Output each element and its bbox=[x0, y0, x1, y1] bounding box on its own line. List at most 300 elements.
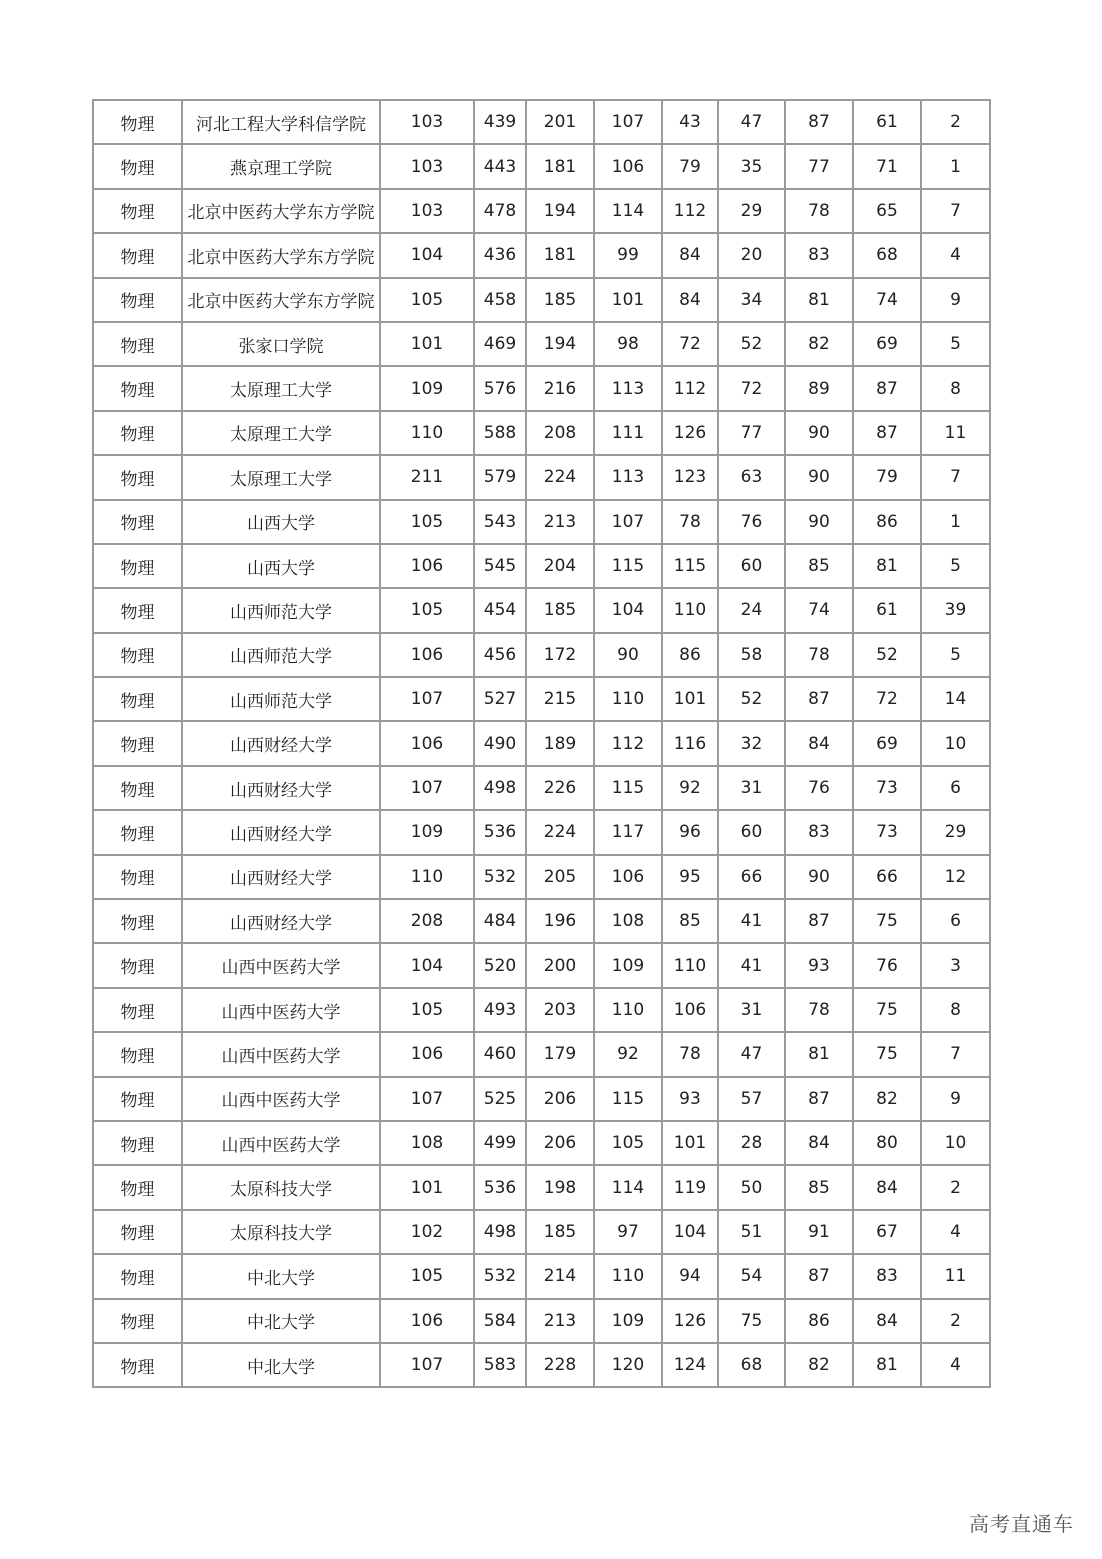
cell-subject: 物理 bbox=[93, 233, 182, 277]
cell-score-e: 93 bbox=[785, 943, 853, 987]
cell-major-code: 101 bbox=[380, 322, 474, 366]
cell-school: 山西中医药大学 bbox=[182, 1121, 380, 1165]
cell-score-b: 115 bbox=[594, 766, 662, 810]
cell-major-code: 109 bbox=[380, 366, 474, 410]
cell-score-d: 54 bbox=[718, 1254, 785, 1298]
cell-score-e: 85 bbox=[785, 1165, 853, 1209]
cell-score-b: 90 bbox=[594, 633, 662, 677]
cell-score-d: 57 bbox=[718, 1077, 785, 1121]
cell-score-c: 94 bbox=[662, 1254, 718, 1298]
cell-subject: 物理 bbox=[93, 411, 182, 455]
cell-major-code: 105 bbox=[380, 500, 474, 544]
cell-score-c: 126 bbox=[662, 1299, 718, 1343]
cell-score-c: 84 bbox=[662, 278, 718, 322]
cell-major-code: 103 bbox=[380, 144, 474, 188]
cell-score-b: 114 bbox=[594, 1165, 662, 1209]
cell-count: 5 bbox=[921, 322, 990, 366]
cell-score-e: 90 bbox=[785, 411, 853, 455]
cell-count: 14 bbox=[921, 677, 990, 721]
cell-major-code: 103 bbox=[380, 100, 474, 144]
cell-score-a: 185 bbox=[526, 588, 594, 632]
cell-count: 8 bbox=[921, 988, 990, 1032]
table-row bbox=[93, 1210, 990, 1254]
cell-score-e: 87 bbox=[785, 1077, 853, 1121]
cell-score-f: 66 bbox=[853, 855, 921, 899]
cell-school: 太原科技大学 bbox=[182, 1165, 380, 1209]
cell-score-b: 110 bbox=[594, 1254, 662, 1298]
cell-count: 6 bbox=[921, 766, 990, 810]
cell-score-total: 469 bbox=[474, 322, 526, 366]
table-row bbox=[93, 1254, 990, 1298]
cell-score-d: 31 bbox=[718, 766, 785, 810]
cell-score-f: 72 bbox=[853, 677, 921, 721]
cell-score-d: 32 bbox=[718, 721, 785, 765]
cell-score-b: 111 bbox=[594, 411, 662, 455]
cell-count: 7 bbox=[921, 455, 990, 499]
cell-school: 山西师范大学 bbox=[182, 633, 380, 677]
table-row bbox=[93, 633, 990, 677]
table-row bbox=[93, 233, 990, 277]
table-row bbox=[93, 189, 990, 233]
cell-score-a: 214 bbox=[526, 1254, 594, 1298]
table-row bbox=[93, 100, 990, 144]
cell-count: 8 bbox=[921, 366, 990, 410]
cell-score-d: 68 bbox=[718, 1343, 785, 1387]
cell-subject: 物理 bbox=[93, 544, 182, 588]
cell-subject: 物理 bbox=[93, 1343, 182, 1387]
cell-score-total: 525 bbox=[474, 1077, 526, 1121]
cell-count: 5 bbox=[921, 544, 990, 588]
cell-score-c: 119 bbox=[662, 1165, 718, 1209]
cell-score-d: 72 bbox=[718, 366, 785, 410]
cell-major-code: 110 bbox=[380, 411, 474, 455]
cell-score-c: 72 bbox=[662, 322, 718, 366]
cell-major-code: 106 bbox=[380, 544, 474, 588]
cell-score-b: 110 bbox=[594, 677, 662, 721]
cell-school: 山西财经大学 bbox=[182, 721, 380, 765]
cell-score-c: 112 bbox=[662, 366, 718, 410]
cell-subject: 物理 bbox=[93, 810, 182, 854]
cell-score-a: 208 bbox=[526, 411, 594, 455]
cell-score-c: 93 bbox=[662, 1077, 718, 1121]
cell-subject: 物理 bbox=[93, 588, 182, 632]
cell-count: 4 bbox=[921, 233, 990, 277]
cell-score-b: 99 bbox=[594, 233, 662, 277]
cell-score-a: 194 bbox=[526, 189, 594, 233]
cell-score-c: 115 bbox=[662, 544, 718, 588]
cell-count: 1 bbox=[921, 500, 990, 544]
cell-score-e: 78 bbox=[785, 189, 853, 233]
watermark: 高考直通车 bbox=[969, 1512, 1074, 1536]
cell-score-e: 81 bbox=[785, 278, 853, 322]
cell-score-c: 101 bbox=[662, 677, 718, 721]
cell-score-d: 35 bbox=[718, 144, 785, 188]
cell-major-code: 104 bbox=[380, 943, 474, 987]
cell-score-e: 90 bbox=[785, 500, 853, 544]
cell-score-b: 98 bbox=[594, 322, 662, 366]
cell-score-f: 82 bbox=[853, 1077, 921, 1121]
cell-score-a: 228 bbox=[526, 1343, 594, 1387]
cell-score-total: 439 bbox=[474, 100, 526, 144]
cell-score-total: 579 bbox=[474, 455, 526, 499]
cell-school: 山西财经大学 bbox=[182, 810, 380, 854]
table-row bbox=[93, 899, 990, 943]
cell-count: 39 bbox=[921, 588, 990, 632]
cell-score-b: 104 bbox=[594, 588, 662, 632]
cell-subject: 物理 bbox=[93, 1032, 182, 1076]
cell-count: 7 bbox=[921, 1032, 990, 1076]
cell-school: 北京中医药大学东方学院 bbox=[182, 278, 380, 322]
cell-score-f: 68 bbox=[853, 233, 921, 277]
cell-count: 2 bbox=[921, 1165, 990, 1209]
table-row bbox=[93, 144, 990, 188]
cell-school: 山西财经大学 bbox=[182, 766, 380, 810]
table-row bbox=[93, 278, 990, 322]
cell-score-a: 172 bbox=[526, 633, 594, 677]
cell-score-b: 113 bbox=[594, 455, 662, 499]
cell-count: 3 bbox=[921, 943, 990, 987]
cell-school: 河北工程大学科信学院 bbox=[182, 100, 380, 144]
cell-score-a: 185 bbox=[526, 1210, 594, 1254]
cell-score-total: 454 bbox=[474, 588, 526, 632]
cell-score-c: 86 bbox=[662, 633, 718, 677]
cell-score-a: 224 bbox=[526, 810, 594, 854]
cell-score-f: 65 bbox=[853, 189, 921, 233]
cell-subject: 物理 bbox=[93, 278, 182, 322]
table-row bbox=[93, 1299, 990, 1343]
cell-score-d: 58 bbox=[718, 633, 785, 677]
cell-score-b: 113 bbox=[594, 366, 662, 410]
cell-major-code: 105 bbox=[380, 588, 474, 632]
cell-score-total: 493 bbox=[474, 988, 526, 1032]
cell-score-total: 456 bbox=[474, 633, 526, 677]
cell-score-d: 47 bbox=[718, 1032, 785, 1076]
cell-score-c: 106 bbox=[662, 988, 718, 1032]
cell-score-a: 200 bbox=[526, 943, 594, 987]
cell-score-total: 499 bbox=[474, 1121, 526, 1165]
cell-score-b: 97 bbox=[594, 1210, 662, 1254]
cell-score-e: 85 bbox=[785, 544, 853, 588]
table-row bbox=[93, 1032, 990, 1076]
cell-major-code: 211 bbox=[380, 455, 474, 499]
cell-score-f: 80 bbox=[853, 1121, 921, 1165]
cell-score-c: 123 bbox=[662, 455, 718, 499]
cell-subject: 物理 bbox=[93, 189, 182, 233]
cell-score-d: 31 bbox=[718, 988, 785, 1032]
cell-count: 11 bbox=[921, 411, 990, 455]
cell-score-a: 203 bbox=[526, 988, 594, 1032]
cell-score-total: 536 bbox=[474, 1165, 526, 1209]
cell-score-d: 60 bbox=[718, 810, 785, 854]
cell-score-total: 576 bbox=[474, 366, 526, 410]
cell-major-code: 105 bbox=[380, 278, 474, 322]
cell-score-total: 498 bbox=[474, 1210, 526, 1254]
cell-score-d: 41 bbox=[718, 899, 785, 943]
cell-score-c: 85 bbox=[662, 899, 718, 943]
cell-major-code: 105 bbox=[380, 988, 474, 1032]
table-row bbox=[93, 1121, 990, 1165]
cell-subject: 物理 bbox=[93, 988, 182, 1032]
cell-score-e: 86 bbox=[785, 1299, 853, 1343]
cell-score-a: 213 bbox=[526, 500, 594, 544]
cell-score-c: 112 bbox=[662, 189, 718, 233]
cell-score-a: 206 bbox=[526, 1077, 594, 1121]
cell-school: 中北大学 bbox=[182, 1254, 380, 1298]
cell-score-f: 75 bbox=[853, 899, 921, 943]
cell-major-code: 107 bbox=[380, 766, 474, 810]
cell-major-code: 103 bbox=[380, 189, 474, 233]
cell-school: 山西财经大学 bbox=[182, 899, 380, 943]
cell-score-b: 114 bbox=[594, 189, 662, 233]
cell-school: 太原理工大学 bbox=[182, 455, 380, 499]
cell-score-e: 91 bbox=[785, 1210, 853, 1254]
cell-score-d: 28 bbox=[718, 1121, 785, 1165]
cell-score-e: 78 bbox=[785, 633, 853, 677]
cell-score-e: 89 bbox=[785, 366, 853, 410]
cell-count: 29 bbox=[921, 810, 990, 854]
cell-score-d: 41 bbox=[718, 943, 785, 987]
cell-score-e: 83 bbox=[785, 233, 853, 277]
cell-score-f: 83 bbox=[853, 1254, 921, 1298]
cell-score-f: 61 bbox=[853, 100, 921, 144]
cell-major-code: 105 bbox=[380, 1254, 474, 1298]
cell-score-c: 43 bbox=[662, 100, 718, 144]
table-row bbox=[93, 1343, 990, 1387]
cell-score-a: 181 bbox=[526, 144, 594, 188]
cell-score-b: 106 bbox=[594, 144, 662, 188]
cell-score-f: 74 bbox=[853, 278, 921, 322]
cell-score-f: 61 bbox=[853, 588, 921, 632]
cell-score-e: 83 bbox=[785, 810, 853, 854]
cell-score-a: 206 bbox=[526, 1121, 594, 1165]
cell-score-total: 520 bbox=[474, 943, 526, 987]
cell-school: 山西中医药大学 bbox=[182, 1077, 380, 1121]
cell-score-e: 82 bbox=[785, 322, 853, 366]
cell-score-d: 63 bbox=[718, 455, 785, 499]
cell-score-d: 60 bbox=[718, 544, 785, 588]
cell-score-a: 204 bbox=[526, 544, 594, 588]
cell-score-f: 87 bbox=[853, 411, 921, 455]
cell-score-f: 73 bbox=[853, 766, 921, 810]
cell-score-d: 75 bbox=[718, 1299, 785, 1343]
table-row bbox=[93, 855, 990, 899]
cell-score-e: 74 bbox=[785, 588, 853, 632]
cell-school: 山西师范大学 bbox=[182, 677, 380, 721]
cell-score-e: 84 bbox=[785, 721, 853, 765]
cell-count: 11 bbox=[921, 1254, 990, 1298]
cell-school: 北京中医药大学东方学院 bbox=[182, 189, 380, 233]
cell-major-code: 109 bbox=[380, 810, 474, 854]
cell-major-code: 107 bbox=[380, 677, 474, 721]
cell-score-d: 34 bbox=[718, 278, 785, 322]
cell-score-b: 117 bbox=[594, 810, 662, 854]
cell-school: 张家口学院 bbox=[182, 322, 380, 366]
cell-score-total: 498 bbox=[474, 766, 526, 810]
cell-subject: 物理 bbox=[93, 633, 182, 677]
cell-score-f: 81 bbox=[853, 544, 921, 588]
table-row bbox=[93, 366, 990, 410]
cell-subject: 物理 bbox=[93, 366, 182, 410]
cell-major-code: 102 bbox=[380, 1210, 474, 1254]
cell-school: 燕京理工学院 bbox=[182, 144, 380, 188]
cell-score-e: 78 bbox=[785, 988, 853, 1032]
table-row bbox=[93, 677, 990, 721]
cell-score-f: 52 bbox=[853, 633, 921, 677]
cell-score-c: 126 bbox=[662, 411, 718, 455]
cell-score-a: 201 bbox=[526, 100, 594, 144]
cell-score-d: 66 bbox=[718, 855, 785, 899]
cell-score-d: 77 bbox=[718, 411, 785, 455]
cell-subject: 物理 bbox=[93, 144, 182, 188]
cell-subject: 物理 bbox=[93, 855, 182, 899]
cell-score-e: 81 bbox=[785, 1032, 853, 1076]
cell-score-b: 101 bbox=[594, 278, 662, 322]
cell-score-total: 490 bbox=[474, 721, 526, 765]
table-row bbox=[93, 721, 990, 765]
cell-subject: 物理 bbox=[93, 1165, 182, 1209]
cell-count: 7 bbox=[921, 189, 990, 233]
cell-score-total: 584 bbox=[474, 1299, 526, 1343]
cell-school: 山西大学 bbox=[182, 544, 380, 588]
cell-score-a: 189 bbox=[526, 721, 594, 765]
cell-score-a: 181 bbox=[526, 233, 594, 277]
cell-score-a: 196 bbox=[526, 899, 594, 943]
cell-score-c: 110 bbox=[662, 588, 718, 632]
cell-score-c: 95 bbox=[662, 855, 718, 899]
cell-score-total: 527 bbox=[474, 677, 526, 721]
cell-subject: 物理 bbox=[93, 943, 182, 987]
cell-score-e: 87 bbox=[785, 1254, 853, 1298]
cell-school: 山西中医药大学 bbox=[182, 943, 380, 987]
cell-score-e: 87 bbox=[785, 100, 853, 144]
cell-score-b: 92 bbox=[594, 1032, 662, 1076]
cell-score-c: 96 bbox=[662, 810, 718, 854]
cell-score-total: 436 bbox=[474, 233, 526, 277]
cell-score-e: 84 bbox=[785, 1121, 853, 1165]
cell-count: 9 bbox=[921, 278, 990, 322]
cell-score-total: 460 bbox=[474, 1032, 526, 1076]
cell-score-f: 86 bbox=[853, 500, 921, 544]
cell-major-code: 104 bbox=[380, 233, 474, 277]
cell-score-b: 110 bbox=[594, 988, 662, 1032]
table-row bbox=[93, 766, 990, 810]
cell-score-e: 87 bbox=[785, 899, 853, 943]
cell-subject: 物理 bbox=[93, 500, 182, 544]
cell-count: 12 bbox=[921, 855, 990, 899]
cell-score-total: 588 bbox=[474, 411, 526, 455]
cell-school: 山西中医药大学 bbox=[182, 1032, 380, 1076]
cell-score-a: 194 bbox=[526, 322, 594, 366]
cell-school: 山西大学 bbox=[182, 500, 380, 544]
cell-score-total: 478 bbox=[474, 189, 526, 233]
cell-score-d: 52 bbox=[718, 677, 785, 721]
cell-subject: 物理 bbox=[93, 1254, 182, 1298]
cell-score-b: 107 bbox=[594, 500, 662, 544]
cell-subject: 物理 bbox=[93, 899, 182, 943]
cell-score-f: 71 bbox=[853, 144, 921, 188]
cell-score-total: 484 bbox=[474, 899, 526, 943]
table-row bbox=[93, 411, 990, 455]
cell-score-a: 224 bbox=[526, 455, 594, 499]
cell-school: 山西师范大学 bbox=[182, 588, 380, 632]
cell-score-e: 87 bbox=[785, 677, 853, 721]
cell-school: 太原理工大学 bbox=[182, 366, 380, 410]
cell-score-c: 104 bbox=[662, 1210, 718, 1254]
table-body bbox=[93, 100, 990, 1387]
cell-score-c: 124 bbox=[662, 1343, 718, 1387]
cell-subject: 物理 bbox=[93, 1121, 182, 1165]
cell-score-a: 215 bbox=[526, 677, 594, 721]
cell-score-b: 108 bbox=[594, 899, 662, 943]
table-row bbox=[93, 322, 990, 366]
cell-score-a: 198 bbox=[526, 1165, 594, 1209]
cell-count: 6 bbox=[921, 899, 990, 943]
cell-score-d: 76 bbox=[718, 500, 785, 544]
cell-score-f: 75 bbox=[853, 1032, 921, 1076]
cell-score-c: 78 bbox=[662, 500, 718, 544]
cell-score-b: 107 bbox=[594, 100, 662, 144]
table-row bbox=[93, 1077, 990, 1121]
cell-school: 山西中医药大学 bbox=[182, 988, 380, 1032]
cell-count: 10 bbox=[921, 1121, 990, 1165]
cell-score-e: 76 bbox=[785, 766, 853, 810]
cell-score-c: 92 bbox=[662, 766, 718, 810]
cell-major-code: 107 bbox=[380, 1077, 474, 1121]
cell-count: 5 bbox=[921, 633, 990, 677]
table-row bbox=[93, 455, 990, 499]
cell-subject: 物理 bbox=[93, 322, 182, 366]
cell-subject: 物理 bbox=[93, 1210, 182, 1254]
cell-score-b: 105 bbox=[594, 1121, 662, 1165]
cell-score-e: 82 bbox=[785, 1343, 853, 1387]
cell-score-b: 112 bbox=[594, 721, 662, 765]
cell-score-total: 545 bbox=[474, 544, 526, 588]
cell-score-f: 73 bbox=[853, 810, 921, 854]
table-row bbox=[93, 588, 990, 632]
cell-subject: 物理 bbox=[93, 1077, 182, 1121]
cell-school: 山西财经大学 bbox=[182, 855, 380, 899]
cell-score-c: 79 bbox=[662, 144, 718, 188]
cell-major-code: 108 bbox=[380, 1121, 474, 1165]
cell-score-b: 115 bbox=[594, 544, 662, 588]
cell-subject: 物理 bbox=[93, 766, 182, 810]
cell-score-a: 213 bbox=[526, 1299, 594, 1343]
cell-score-f: 81 bbox=[853, 1343, 921, 1387]
cell-score-total: 443 bbox=[474, 144, 526, 188]
cell-score-d: 52 bbox=[718, 322, 785, 366]
cell-score-d: 29 bbox=[718, 189, 785, 233]
table-row bbox=[93, 943, 990, 987]
cell-score-total: 532 bbox=[474, 1254, 526, 1298]
cell-school: 北京中医药大学东方学院 bbox=[182, 233, 380, 277]
table-row bbox=[93, 500, 990, 544]
cell-subject: 物理 bbox=[93, 721, 182, 765]
cell-score-d: 20 bbox=[718, 233, 785, 277]
cell-score-e: 77 bbox=[785, 144, 853, 188]
cell-score-total: 583 bbox=[474, 1343, 526, 1387]
cell-score-c: 101 bbox=[662, 1121, 718, 1165]
cell-major-code: 208 bbox=[380, 899, 474, 943]
cell-count: 4 bbox=[921, 1210, 990, 1254]
cell-school: 中北大学 bbox=[182, 1343, 380, 1387]
cell-score-total: 543 bbox=[474, 500, 526, 544]
cell-subject: 物理 bbox=[93, 455, 182, 499]
cell-subject: 物理 bbox=[93, 100, 182, 144]
cell-score-f: 69 bbox=[853, 322, 921, 366]
table-row bbox=[93, 544, 990, 588]
cell-school: 太原理工大学 bbox=[182, 411, 380, 455]
cell-score-b: 109 bbox=[594, 1299, 662, 1343]
